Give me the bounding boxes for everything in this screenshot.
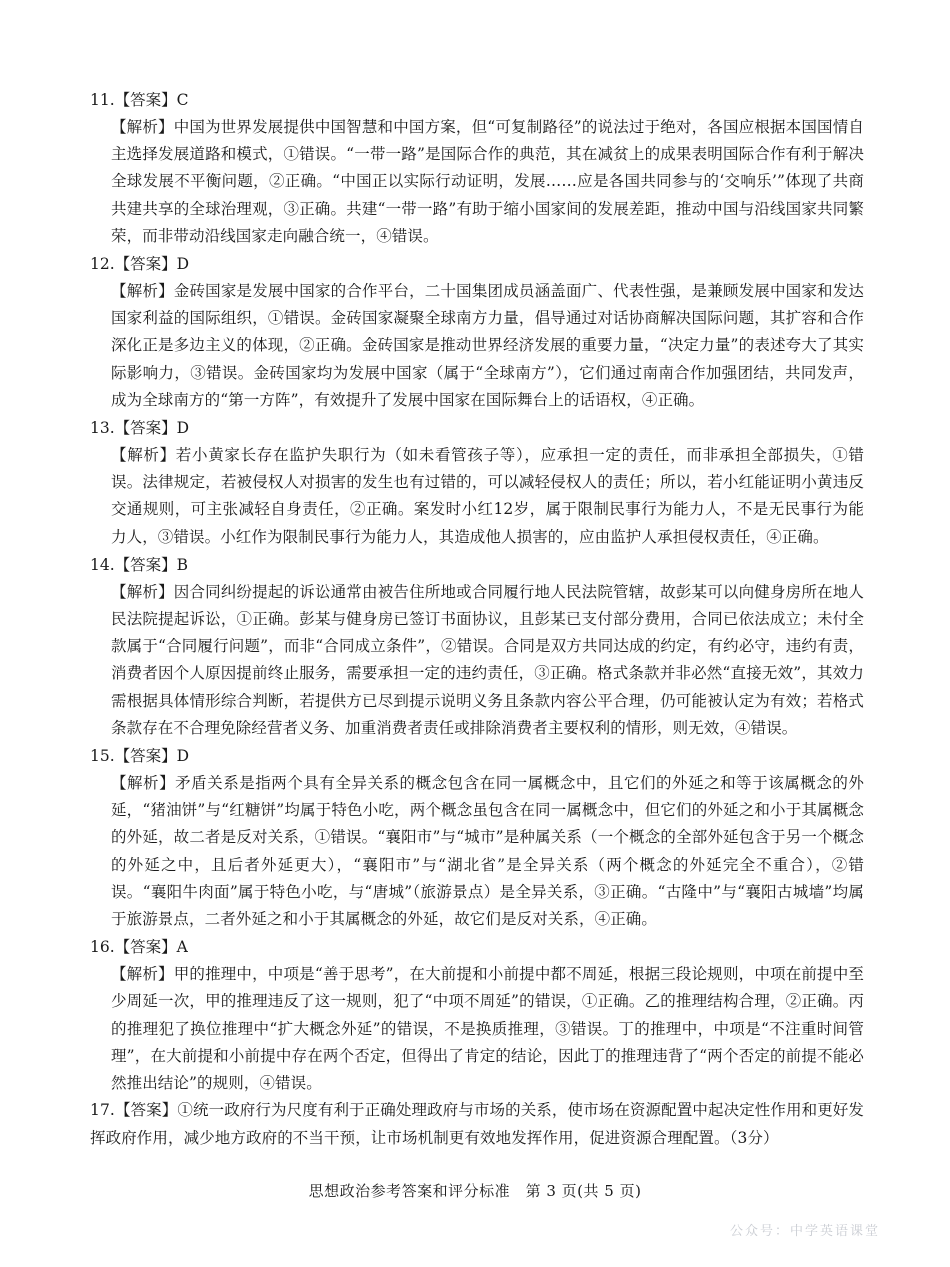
answer-line [90, 933, 864, 961]
question-item-12 [88, 250, 864, 414]
answer-line [90, 250, 864, 278]
answer-value: D [176, 255, 190, 274]
analysis-text: 甲的推理中，中项是“善于思考”，在大前提和小前提中都不周延，根据三段论规则，中项在前提中至少周延一次，甲的推理违反了这一规则，犯了“中项不周延”的错误，①正确。乙的推理结构合理，②正确。丙的推理犯了换位推理中“扩大概念外延”的错误，不是换质推理，③错误。丁的推理中，中项是“不注重时间管理”，在大前提和小前提中存在两个否定，但得出了肯定的结论，因此丁的推理违背了“两个否定的前提不能必然推出结论”的规则，④错误。 [111, 965, 864, 1093]
analysis-text: 矛盾关系是指两个具有全异关系的概念包含在同一属概念中，且它们的外延之和等于该属概念的外延，“猪油饼”与“红糖饼”均属于特色小吃，两个概念虽包含在同一属概念中，但它们的外延之和小于其属概念的外延，故二者是反对关系，①错误。“襄阳市”与“城市”是种属关系（一个概念的全部外延包含于另一个概念的外延之中，且后者外延更大），“襄阳市”与“湖北省”是全异关系（两个概念的外延完全不重合），②错误。“襄阳牛肉面”属于特色小吃，与“唐城”（旅游景点）是全异关系，③正确。“古隆中”与“襄阳古城墙”均属于旅游景点，二者外延之和小于其属概念的外延，故它们是反对关系，④正确。 [111, 774, 864, 929]
answer-label: 【答案】 [114, 91, 177, 109]
answer-paragraph [90, 1097, 864, 1151]
question-number: 13. [90, 419, 115, 438]
question-number: 12. [90, 255, 115, 274]
answer-value: D [176, 747, 190, 766]
analysis-text: 金砖国家是发展中国家的合作平台，二十国集团成员涵盖面广、代表性强，是兼顾发展中国家和发达国家利益的国际组织，①错误。金砖国家凝聚全球南方力量，倡导通过对话协商解决国际问题，其扩容和合作深化正是多边主义的体现，②正确。金砖国家是推动世界经济发展的重要力量，“决定力量”的表述夸大了其实际影响力，③错误。金砖国家均为发展中国家（属于“全球南方”），它们通过南南合作加强团结，共同发声，成为全球南方的“第一方阵”，有效提升了发展中国家在国际舞台上的话语权，④正确。 [111, 282, 864, 409]
answer-label: 【答案】 [114, 255, 177, 274]
answer-value: ①统一政府行为尺度有利于正确处理政府与市场的关系，使市场在资源配置中起决定性作用和更好发挥政府作用，减少地方政府的不当干预，让市场机制更有效地发挥作用，促进资源合理配置。（3分） [90, 1101, 865, 1147]
analysis-label: 【解析】 [111, 446, 176, 465]
answer-line [90, 414, 864, 442]
answer-value: A [176, 938, 188, 957]
answer-label: 【答案】 [114, 555, 177, 574]
answer-line [90, 86, 864, 114]
answer-value: D [176, 419, 190, 438]
analysis-label: 【解析】 [111, 118, 174, 136]
question-item-13 [88, 414, 864, 551]
analysis-paragraph [111, 961, 864, 1097]
page-footer: 思想政治参考答案和评分标准 第 3 页(共 5 页) [308, 1182, 642, 1200]
question-item-14 [88, 551, 864, 742]
question-item-16 [88, 933, 864, 1097]
answer-label: 【答案】 [114, 938, 177, 957]
answer-label: 【答案】 [114, 747, 177, 766]
question-number: 15. [90, 747, 115, 766]
question-number: 17. [90, 1101, 115, 1120]
question-item-17 [88, 1097, 864, 1151]
answer-label: 【答案】 [114, 1101, 178, 1120]
analysis-label: 【解析】 [111, 282, 174, 301]
analysis-paragraph [111, 579, 864, 742]
question-item-11 [88, 86, 864, 250]
answer-line [90, 742, 864, 770]
question-number: 11. [90, 91, 115, 109]
analysis-label: 【解析】 [111, 582, 174, 601]
answer-label: 【答案】 [114, 419, 177, 438]
answer-list [88, 86, 864, 1152]
analysis-paragraph [111, 278, 864, 414]
answer-line [90, 551, 864, 579]
watermark: 公众号：中学英语课堂 [729, 1224, 880, 1239]
question-number: 16. [90, 938, 115, 957]
analysis-paragraph [111, 770, 864, 933]
analysis-text: 中国为世界发展提供中国智慧和中国方案，但“可复制路径”的说法过于绝对，各国应根据本国国情自主选择发展道路和模式，①错误。“一带一路”是国际合作的典范，其在减贫上的成果表明国际合作有利于解决全球发展不平衡问题，②正确。“中国正以实际行动证明，发展……应是各国共同参与的‘交响乐’”体现了共商共建共享的全球治理观，③正确。共建“一带一路”有助于缩小国家间的发展差距，推动中国与沿线国家共同繁荣，而非带动沿线国家走向融合统一，④错误。 [111, 118, 864, 245]
analysis-label: 【解析】 [111, 965, 174, 984]
question-number: 14. [90, 555, 115, 574]
answer-value: C [176, 91, 189, 109]
analysis-text: 若小黄家长存在监护失职行为（如未看管孩子等），应承担一定的责任，而非承担全部损失，①错误。法律规定，若被侵权人对损害的发生也有过错的，可以减轻侵权人的责任；所以，若小红能证明小黄违反交通规则，可主张减轻自身责任，②正确。案发时小红12岁，属于限制民事行为能力人，不是无民事行为能力人，③错误。小红作为限制民事行为能力人，其造成他人损害的，应由监护人承担侵权责任，④正确。 [111, 446, 864, 546]
answer-value: B [176, 555, 189, 574]
analysis-text: 因合同纠纷提起的诉讼通常由被告住所地或合同履行地人民法院管辖，故彭某可以向健身房所在地人民法院提起诉讼，①正确。彭某与健身房已签订书面协议，且彭某已支付部分费用，合同已依法成立；未付全款属于“合同履行问题”，而非“合同成立条件”，②错误。合同是双方共同达成的约定，有约必守，违约有责，消费者因个人原因提前终止服务，需要承担一定的违约责任，③正确。格式条款并非必然“直接无效”，其效力需根据具体情形综合判断，若提供方已尽到提示说明义务且条款内容公平合理，仍可能被认定为有效；若格式条款存在不合理免除经营者义务、加重消费者责任或排除消费者主要权利的情形，则无效，④错误。 [111, 582, 864, 737]
analysis-label: 【解析】 [111, 774, 176, 793]
analysis-paragraph [111, 442, 864, 551]
question-item-15 [88, 742, 864, 933]
analysis-paragraph [111, 114, 864, 250]
